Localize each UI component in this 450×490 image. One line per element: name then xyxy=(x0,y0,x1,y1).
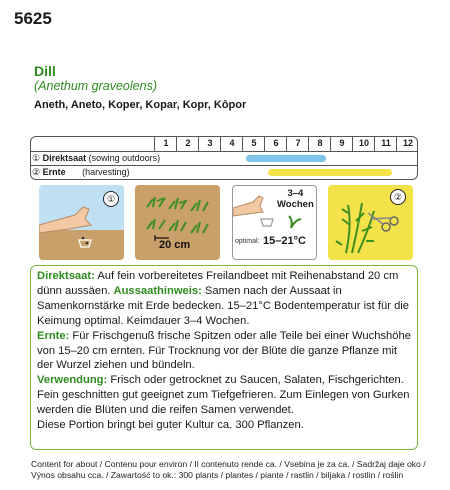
step-two-badge: ② xyxy=(390,189,406,205)
germination-pictogram xyxy=(232,185,317,260)
sowing-pictogram xyxy=(39,185,124,260)
sowing-marker: ① xyxy=(32,153,41,163)
harvest-paragraph xyxy=(37,329,411,374)
month-3: 3 xyxy=(198,136,221,151)
month-8: 8 xyxy=(308,136,331,151)
aussaat-heading: Aussaathinweis: xyxy=(113,284,202,297)
direktsaat-heading: Direktsaat: xyxy=(37,270,95,282)
optimal-label: optimal: xyxy=(235,238,260,245)
footer-line-2: Výnos obsahu cca. / Zawartość to ok.: 300 plants / plantes / piante / rastlin / biljaka / rostlin / roślin xyxy=(31,470,404,480)
harvest-marker: ② xyxy=(32,167,41,177)
sowing-paragraph xyxy=(37,269,411,329)
month-7: 7 xyxy=(286,136,309,151)
harvest-title: Ernte xyxy=(42,167,66,177)
spacing-pictogram xyxy=(135,185,220,260)
month-1: 1 xyxy=(154,136,177,151)
harvest-bar xyxy=(268,169,392,176)
harvest-note: (harvesting) xyxy=(82,167,130,177)
calendar-header-row xyxy=(30,136,418,152)
verwendung-heading: Verwendung: xyxy=(37,374,108,387)
month-10: 10 xyxy=(352,136,375,151)
month-2: 2 xyxy=(176,136,199,151)
sowing-title: Direktsaat xyxy=(42,153,87,163)
germination-weeks: 3–4 Wochen xyxy=(277,188,314,210)
month-4: 4 xyxy=(220,136,243,151)
sowing-calendar xyxy=(30,136,418,179)
ernte-heading: Ernte: xyxy=(37,329,70,342)
direktsaat-text: Auf fein vorbereitetes Freilandbeet mit Reihenabstand 20 cm dünn aussäen. xyxy=(37,270,399,297)
month-12: 12 xyxy=(396,136,419,151)
row-spacing-label: 20 cm xyxy=(159,239,191,251)
usage-paragraph xyxy=(37,373,411,418)
portion-text: Diese Portion bringt bei guter Kultur ca. 300 Pflanzen. xyxy=(37,419,304,432)
month-6: 6 xyxy=(264,136,287,151)
harvest-label xyxy=(32,166,130,179)
aussaat-text: Samen nach der Aussaat in Samenkornstärke mit Erde bedecken. 15–21°C Bodentemperatur ist für die Keimung optimal. Keimdauer 3–4 Wochen. xyxy=(37,284,409,327)
ernte-text: Für Frischgenuß frische Spitzen oder alle Teile bei einer Wuchshöhe von 15–20 cm ernten. Für Trocknung vor der Blüte die ganze Pflanze mit der Wurzel ziehen und bündeln. xyxy=(37,329,411,372)
plant-name: Dill xyxy=(34,63,56,79)
harvest-pictogram xyxy=(328,185,413,260)
sowing-bar xyxy=(246,155,326,162)
month-5: 5 xyxy=(242,136,265,151)
synonyms: Aneth, Aneto, Koper, Kopar, Kopr, Kôpor xyxy=(34,99,247,111)
latin-name: (Anethum graveolens) xyxy=(34,79,157,93)
content-footer xyxy=(31,459,431,481)
month-11: 11 xyxy=(374,136,397,151)
product-code: 5625 xyxy=(14,9,52,28)
verwendung-text: Frisch oder getrocknet zu Saucen, Salaten, Fischgerichten. Fein geschnitten gut geeignet zum Tiefgefrieren. Zum Einlegen von Gurken werden die Blüten und die reifen Samen verwendet. xyxy=(37,374,410,417)
instructions-box xyxy=(30,265,418,450)
harvest-row xyxy=(30,166,418,179)
sowing-note: (sowing outdoors) xyxy=(88,153,161,163)
sowing-label xyxy=(32,152,160,165)
month-9: 9 xyxy=(330,136,353,151)
sowing-row xyxy=(30,152,418,166)
optimal-temp: 15–21°C xyxy=(263,235,306,247)
step-one-badge: ① xyxy=(103,191,119,207)
footer-line-1: Content for about / Contenu pour environ / Il contenuto rende ca. / Vsebina je za ca. / Sadržaj daje oko / xyxy=(31,459,426,469)
